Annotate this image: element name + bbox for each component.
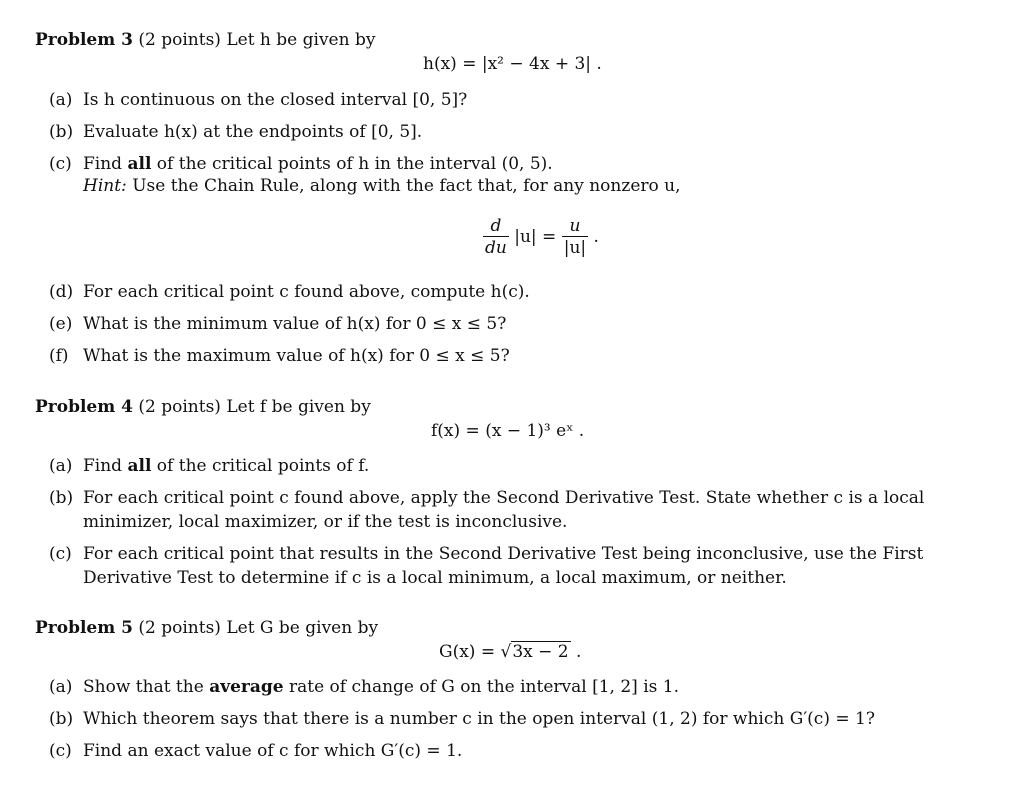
part-label: (c) (49, 544, 72, 564)
part-text: What is the minimum value of h(x) for 0 ≤ x ≤ 5? (83, 314, 507, 334)
part-text: For each critical point c found above, apply the Second Derivative Test. State whether c is a local minimizer, local maximizer, or if the test is inconclusive. (83, 488, 925, 532)
part-text: What is the maximum value of h(x) for 0 ≤ x ≤ 5? (83, 346, 510, 366)
problem-5-header (35, 618, 378, 638)
problem-5-title: Problem 5 (35, 618, 133, 638)
frac-u-abs-u: $\frac{u}{|u|}$ (563, 216, 587, 258)
part-label: (a) (49, 456, 73, 476)
part-label: (e) (49, 314, 73, 334)
problem-3-formula: h(x) = |x² − 4x + 3| . (423, 54, 602, 74)
derivative-formula (483, 216, 599, 259)
part-text: Is h continuous on the closed interval [0, 5]? (83, 90, 468, 110)
part-label: (c) (49, 154, 72, 174)
problem-3-title: Problem 3 (35, 30, 133, 50)
problem-3-part-f (49, 344, 1009, 368)
problem-5-intro: Let G be given by (226, 618, 379, 638)
problem-4-title: Problem 4 (35, 397, 133, 417)
problem-3-part-b (49, 120, 1009, 144)
problem-4-part-c (49, 542, 1009, 590)
hint-label: Hint: (83, 176, 127, 196)
problem-4-header (35, 397, 371, 417)
part-text: For each critical point that results in the Second Derivative Test being inconclusive, use the First Derivative Test to determine if c is a local minimum, a local maximum, or neither. (83, 544, 924, 588)
abs-u-equals: |u| = (514, 227, 557, 247)
problem-3-part-e (49, 312, 1009, 336)
problem-4-intro: Let f be given by (226, 397, 371, 417)
problem-3-part-c (49, 152, 1009, 176)
problem-4-part-b (49, 486, 1009, 534)
part-text: Find all of the critical points of h in the interval (0, 5). (83, 154, 553, 174)
part-label: (d) (49, 282, 74, 302)
problem-3-part-d (49, 280, 1009, 304)
part-label: (f) (49, 346, 69, 366)
problem-5-points: (2 points) (138, 618, 221, 638)
part-text: For each critical point c found above, compute h(c). (83, 282, 530, 302)
problem-5-formula: G(x) = √3x − 2 . (439, 642, 582, 662)
problem-4-formula: f(x) = (x − 1)³ eˣ . (431, 421, 585, 441)
part-text: Evaluate h(x) at the endpoints of [0, 5]. (83, 122, 423, 142)
part-label: (c) (49, 741, 72, 761)
hint-text: Use the Chain Rule, along with the fact that, for any nonzero u, (132, 176, 681, 196)
part-label: (b) (49, 709, 74, 729)
problem-3-part-a (49, 88, 1009, 112)
part-label: (a) (49, 90, 73, 110)
part-label: (b) (49, 122, 74, 142)
part-text: Find all of the critical points of f. (83, 456, 370, 476)
problem-3-points: (2 points) (138, 30, 221, 50)
part-label: (b) (49, 488, 74, 508)
problem-3-header (35, 30, 375, 50)
part-text: Show that the average rate of change of G on the interval [1, 2] is 1. (83, 677, 679, 697)
problem-5-part-c (49, 739, 1009, 763)
problem-5-part-b (49, 707, 1009, 731)
problem-5-part-a (49, 675, 1009, 699)
frac-d-du: $\frac{d}{du}$ (485, 216, 507, 258)
sqrt-symbol: √3x − 2 (500, 642, 569, 662)
problem-4-points: (2 points) (138, 397, 221, 417)
problem-4-part-a (49, 454, 1009, 478)
part-text: Which theorem says that there is a number c in the open interval (1, 2) for which G′(c) = 1? (83, 709, 875, 729)
problem-3-intro: Let h be given by (226, 30, 376, 50)
part-text: Find an exact value of c for which G′(c) = 1. (83, 741, 463, 761)
formula-end: . (593, 227, 599, 247)
part-label: (a) (49, 677, 73, 697)
problem-3-hint (83, 176, 681, 196)
